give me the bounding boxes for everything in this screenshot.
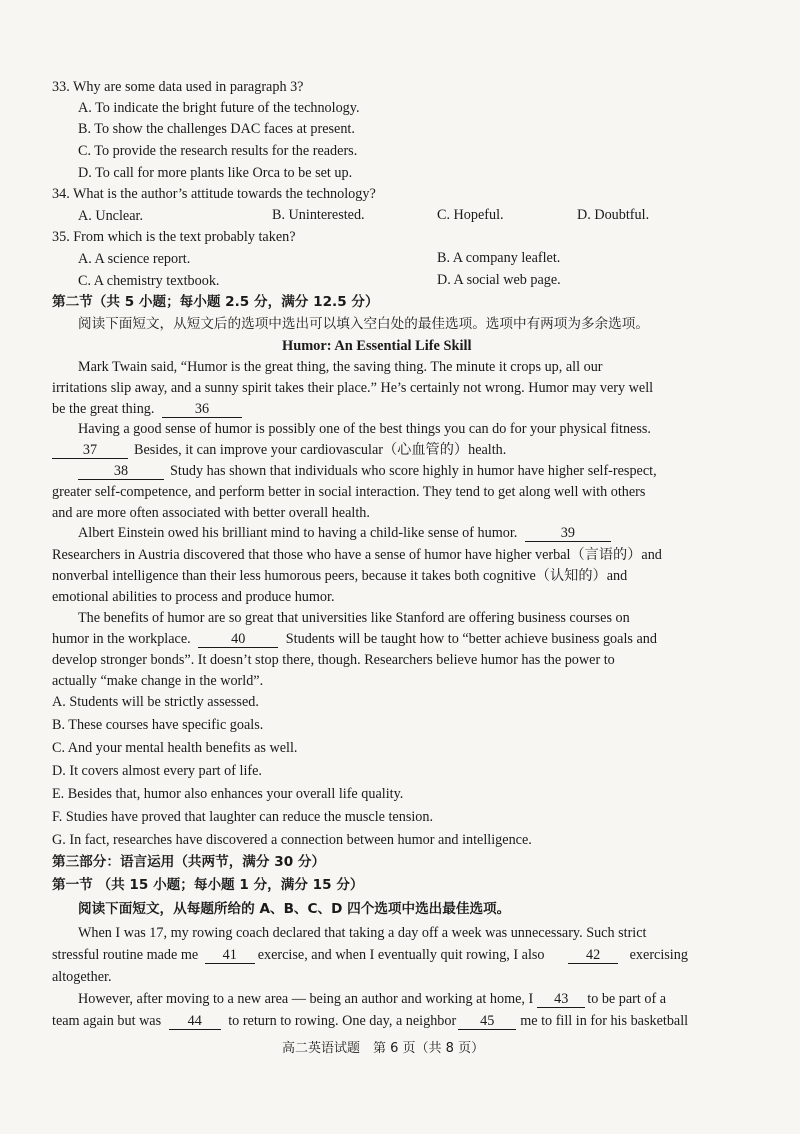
q35-option-d: D. A social web page. — [437, 272, 561, 288]
option-a: A. Students will be strictly assessed. — [52, 694, 259, 710]
passage-title: Humor: An Essential Life Skill — [282, 338, 472, 354]
q33-option-d: D. To call for more plants like Orca to be set up. — [78, 165, 353, 181]
passage-line: Albert Einstein owed his brilliant mind to having a child-like sense of humor. 39 — [78, 524, 611, 542]
q35-option-b: B. A company leaflet. — [437, 250, 561, 266]
passage-line: be the great thing. 36 — [52, 400, 242, 418]
part3-heading: 第三部分：语言运用（共两节，满分 30 分） — [52, 854, 326, 870]
passage-line: 37 Besides, it can improve your cardiovascular（心血管的）health. — [52, 441, 506, 459]
blank-36[interactable]: 36 — [162, 402, 242, 418]
option-d: D. It covers almost every part of life. — [52, 763, 262, 779]
passage-line: nonverbal intelligence than their less humorous peers, because it takes both cognitive（认知的）and — [52, 568, 628, 584]
blank-41[interactable]: 41 — [205, 948, 255, 964]
passage-line: Mark Twain said, “Humor is the great thing, the saving thing. The minute it crops up, all our — [78, 359, 603, 375]
passage-line: However, after moving to a new area — being an author and working at home, I 43 to be part of a — [78, 991, 667, 1007]
passage-line: team again but was 44 to return to rowing. One day, a neighbor 45 me to fill in for his basketball — [52, 1013, 689, 1029]
q33-stem: 33. Why are some data used in paragraph 3? — [52, 79, 304, 95]
q35-option-a: A. A science report. — [78, 251, 191, 267]
passage-line: greater self-competence, and perform better in social interaction. They tend to get along well with others — [52, 484, 646, 500]
option-c: C. And your mental health benefits as well. — [52, 740, 298, 756]
blank-40[interactable]: 40 — [198, 632, 278, 648]
passage-line: Researchers in Austria discovered that those who have a sense of humor have higher verbal（言语的）and — [52, 547, 662, 563]
q34-option-a: A. Unclear. — [78, 208, 143, 224]
q34-option-d: D. Doubtful. — [577, 207, 650, 223]
q34-stem: 34. What is the author’s attitude towards the technology? — [52, 186, 376, 202]
passage-line: humor in the workplace. 40 Students will be taught how to “better achieve business goals and — [52, 631, 657, 647]
blank-44[interactable]: 44 — [169, 1014, 221, 1030]
passage-line: Having a good sense of humor is possibly one of the best things you can do for your physical fitness. — [78, 421, 651, 437]
q34-option-c: C. Hopeful. — [437, 207, 504, 223]
q33-option-c: C. To provide the research results for the readers. — [78, 143, 358, 159]
q33-option-b: B. To show the challenges DAC faces at present. — [78, 121, 355, 137]
passage-line: develop stronger bonds”. It doesn’t stop there, though. Researchers believe humor has the power to — [52, 652, 615, 668]
q33-option-a: A. To indicate the bright future of the technology. — [78, 100, 360, 116]
option-f: F. Studies have proved that laughter can reduce the muscle tension. — [52, 809, 434, 825]
option-b: B. These courses have specific goals. — [52, 717, 264, 733]
blank-37[interactable]: 37 — [52, 443, 128, 459]
page-footer: 高二英语试题 第 6 页（共 8 页） — [282, 1041, 485, 1056]
passage-line: emotional abilities to process and produce humor. — [52, 589, 335, 605]
passage-line: 38 Study has shown that individuals who score highly in humor have higher self-respect, — [78, 462, 657, 480]
q34-option-b: B. Uninterested. — [272, 207, 365, 223]
section2-instruction: 阅读下面短文，从短文后的选项中选出可以填入空白处的最佳选项。选项中有两项为多余选项。 — [78, 316, 649, 332]
passage-line: and are more often associated with better overall health. — [52, 505, 370, 521]
option-g: G. In fact, researches have discovered a connection between humor and intelligence. — [52, 832, 532, 848]
option-e: E. Besides that, humor also enhances your overall life quality. — [52, 786, 404, 802]
section2-heading: 第二节（共 5 小题；每小题 2.5 分，满分 12.5 分） — [52, 294, 379, 310]
passage-line: altogether. — [52, 969, 112, 985]
q35-option-c: C. A chemistry textbook. — [78, 273, 220, 289]
part3-instruction: 阅读下面短文，从每题所给的 A、B、C、D 四个选项中选出最佳选项。 — [78, 901, 511, 917]
passage-line: irritations slip away, and a sunny spirit takes their place.” He’s certainly not wrong. Humor may very well — [52, 380, 654, 396]
blank-43[interactable]: 43 — [537, 992, 585, 1008]
blank-39[interactable]: 39 — [525, 526, 611, 542]
blank-42[interactable]: 42 — [568, 948, 618, 964]
blank-38[interactable]: 38 — [78, 464, 164, 480]
part3-subheading: 第一节 （共 15 小题；每小题 1 分，满分 15 分） — [52, 877, 364, 893]
passage-line: When I was 17, my rowing coach declared that taking a day off a week was unnecessary. Such strict — [78, 925, 647, 941]
q35-stem: 35. From which is the text probably taken? — [52, 229, 296, 245]
blank-45[interactable]: 45 — [458, 1014, 516, 1030]
passage-line: actually “make change in the world”. — [52, 673, 264, 689]
passage-line: stressful routine made me 41 exercise, and when I eventually quit rowing, I also 42 exercising — [52, 947, 688, 963]
passage-line: The benefits of humor are so great that universities like Stanford are offering business courses on — [78, 610, 630, 626]
